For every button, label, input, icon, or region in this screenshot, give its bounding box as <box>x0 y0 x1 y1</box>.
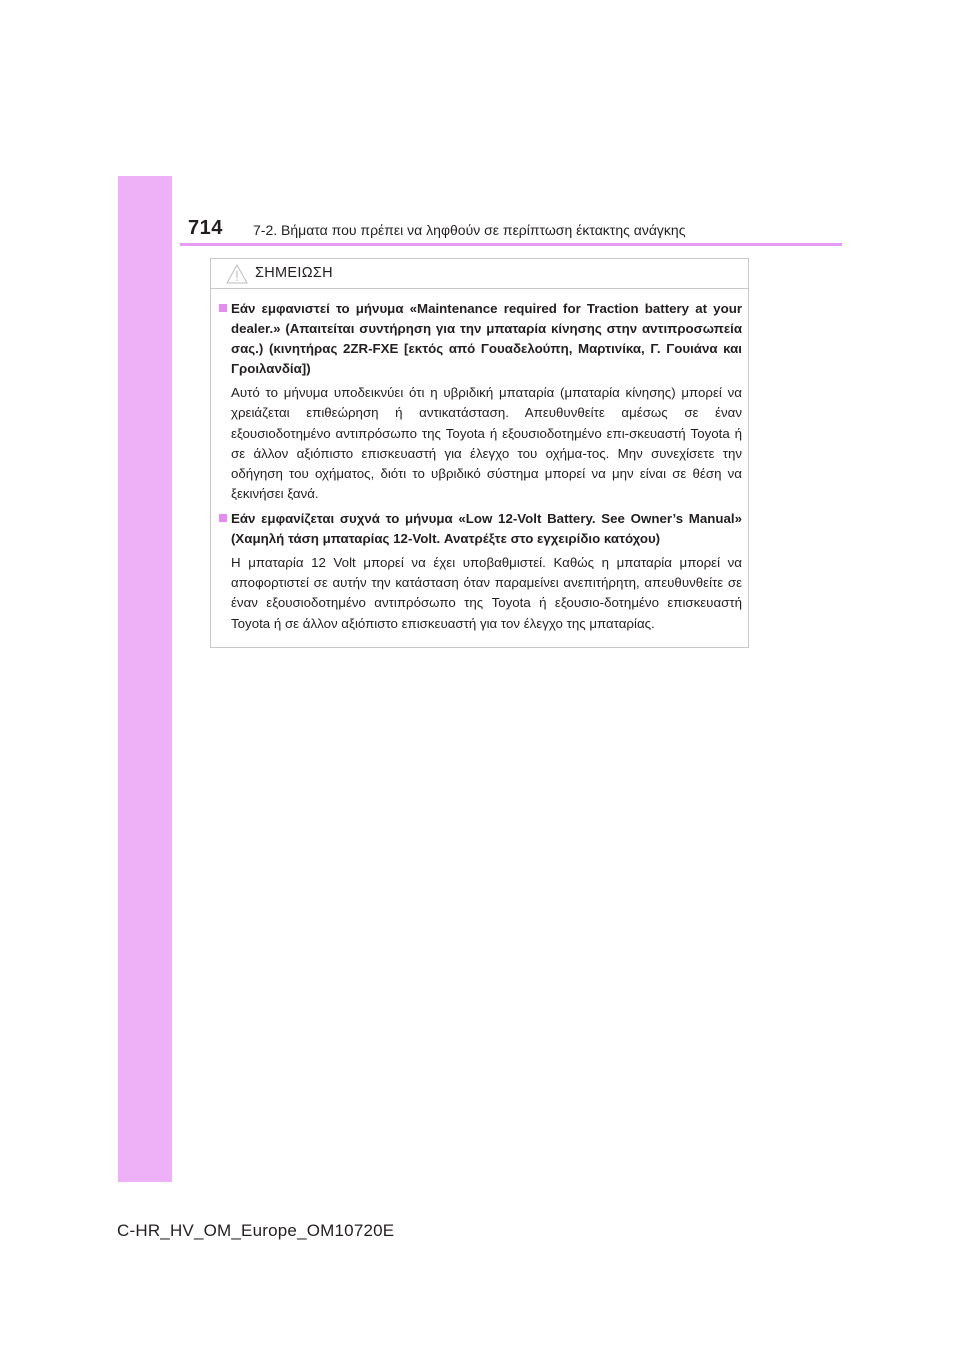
note-label: ΣΗΜΕΙΩΣΗ <box>255 265 333 281</box>
note-body <box>211 289 748 634</box>
note-item-heading-text: Εάν εμφανιστεί το μήνυμα «Maintenance required for Traction battery at your dealer.» (Απαιτείται συντήρηση για την μπαταρία κίνησης στην αντιπροσωπεία σας.) (κινητήρας 2ZR-FXE [εκτός από Γουαδελούπη, Μαρτινίκα, Γ. Γουιάνα και Γροιλανδία]) <box>231 301 742 376</box>
note-item-heading-text: Εάν εμφανίζεται συχνά το μήνυμα «Low 12-Volt Battery. See Owner’s Manual» (Χαμηλή τάση μπαταρίας 12-Volt. Ανατρέξτε στο εγχειρίδιο κατόχου) <box>231 510 742 546</box>
note-item <box>219 509 742 634</box>
warning-triangle-icon <box>226 264 248 284</box>
document-code: C-HR_HV_OM_Europe_OM10720E <box>117 1221 395 1240</box>
note-box <box>210 258 749 648</box>
page-number: 714 <box>188 217 223 239</box>
note-item-heading <box>219 299 742 379</box>
header-divider <box>180 243 842 246</box>
note-item-heading <box>219 509 742 549</box>
note-item-text: Η μπαταρία 12 Volt μπορεί να έχει υποβαθμιστεί. Καθώς η μπαταρία μπορεί να αποφορτιστεί σε αυτήν την κατάσταση όταν παραμείνει ανεπιτήρητη, απευθυνθείτε σε έναν εξουσιοδοτημένο αντιπρόσωπο της Toyota ή εξουσιο-δοτημένο επισκευαστή Toyota ή σε άλλον αξιόπιστο επισκευαστή για τον έλεγχο της μπαταρίας. <box>231 554 742 631</box>
square-bullet-icon <box>219 304 227 312</box>
chapter-title: 7-2. Βήματα που πρέπει να ληφθούν σε περίπτωση έκτακτης ανάγκης <box>253 222 686 238</box>
note-header <box>211 259 748 289</box>
note-item <box>219 299 742 505</box>
page-header <box>180 214 842 246</box>
square-bullet-icon <box>219 514 227 522</box>
note-item-text: Αυτό το μήνυμα υποδεικνύει ότι η υβριδική μπαταρία (μπαταρία κίνησης) μπορεί να χρειάζεται επιθεώρηση ή αντικατάσταση. Απευθυνθείτε αμέσως σε έναν εξουσιοδοτημένο αντιπρόσωπο της Toyota ή εξουσιοδοτημένο επι-σκευαστή Toyota ή σε άλλον αξιόπιστο επισκευαστή για έλεγχο του οχήμα-τος. Μην συνεχίσετε την οδήγηση του οχήματος, διότι το υβριδικό σύστημα μπορεί να μην είναι σε θέση να ξεκινήσει ξανά. <box>231 385 742 502</box>
section-side-tab <box>118 176 172 1182</box>
